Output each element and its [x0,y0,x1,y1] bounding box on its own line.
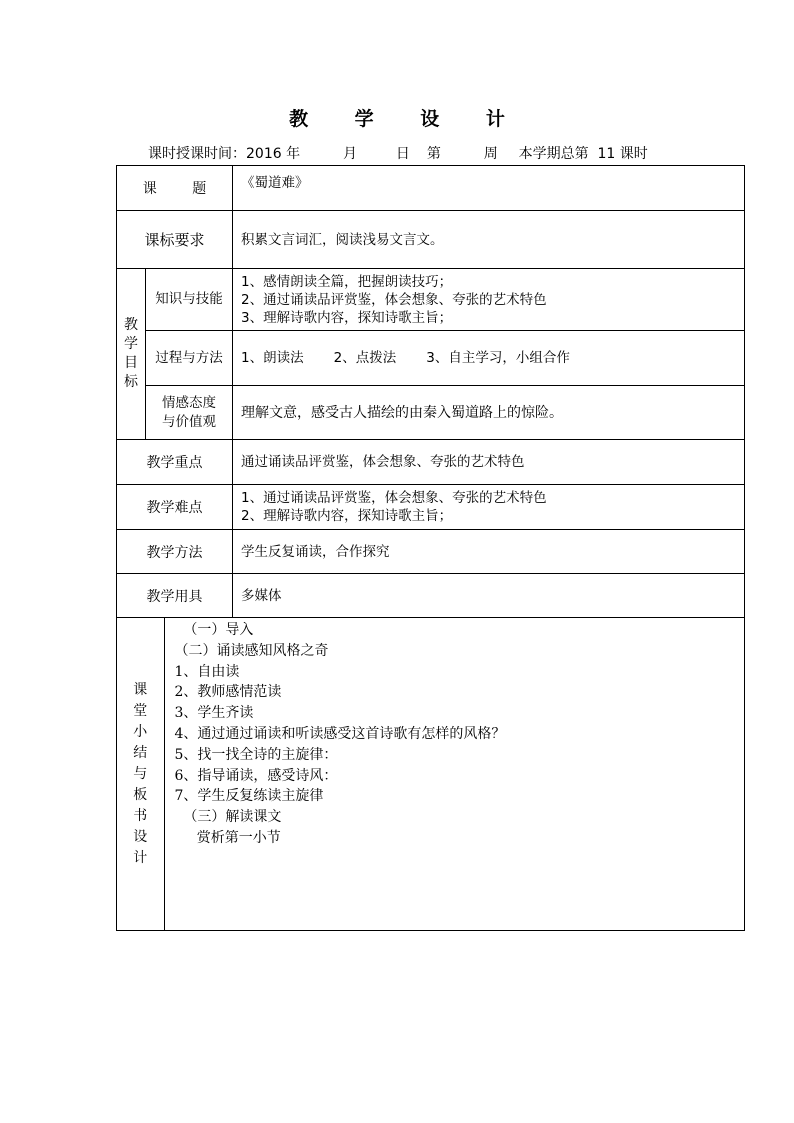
goals-char: 目 [124,355,138,371]
board-line: 5、找一找全诗的主旋律： [174,746,338,763]
difficulty-line: 2、理解诗歌内容，探知诗歌主旨； [241,508,453,524]
standard-label: 课标要求 [117,211,233,269]
row-process [117,331,745,386]
key-point-label: 教学重点 [117,440,233,485]
emotion-label [146,386,233,440]
row-method [117,530,745,574]
board-char: 书 [133,807,148,824]
row-standard [117,211,745,269]
board-inner [117,618,744,930]
board-char: 设 [133,828,148,845]
board-char: 小 [133,723,148,740]
meta-week-prefix: 第 [426,146,441,162]
board-char: 结 [133,744,148,761]
goals-char: 学 [124,336,138,352]
emotion-label-line: 情感态度 [162,394,216,411]
board-line: （三）解读课文 [174,809,282,826]
board-line: 3、学生齐读 [174,705,254,722]
doc-title: 教 学 设 计 [289,108,525,130]
row-board [117,618,745,931]
meta-total: 本学期总第 11 课时 [518,146,648,162]
knowledge-line: 3、理解诗歌内容，探知诗歌主旨； [241,309,453,326]
emotion-label-line: 与价值观 [162,413,216,430]
board-line: 7、学生反复练读主旋律 [174,788,324,805]
row-topic [117,166,745,211]
board-line: （二）诵读感知风格之奇 [174,642,329,659]
method-label: 教学方法 [117,530,233,574]
board-line: （一）导入 [174,622,254,638]
board-line: 6、指导诵读，感受诗风： [174,767,338,784]
row-difficulty [117,485,745,530]
meta-week: 周 [483,146,498,162]
tools-value: 多媒体 [233,574,745,618]
difficulty-label: 教学难点 [117,485,233,530]
knowledge-label: 知识与技能 [146,269,233,331]
emotion-value: 理解文意，感受古人描绘的由秦入蜀道路上的惊险。 [233,386,745,440]
board-line: 2、教师感情范读 [174,684,282,701]
board-char: 板 [133,786,148,803]
row-key-point [117,440,745,485]
lesson-time-line [148,143,768,163]
topic-label: 课 题 [117,166,233,211]
board-line: 4、通过通过诵读和听读感受这首诗歌有怎样的风格？ [174,725,506,742]
board-char: 计 [133,849,148,866]
knowledge-line: 1、感情朗读全篇，把握朗读技巧； [241,273,453,290]
board-content [164,618,744,930]
difficulty-value [233,485,745,530]
key-point-value: 通过诵读品评赏鉴，体会想象、夸张的艺术特色 [233,440,745,485]
board-char: 堂 [133,702,148,719]
difficulty-line: 1、通过诵读品评赏鉴，体会想象、夸张的艺术特色 [241,490,547,506]
topic-value: 《蜀道难》 [233,166,745,211]
board-label [117,618,164,930]
row-tools [117,574,745,618]
tools-label: 教学用具 [117,574,233,618]
lesson-plan-table [116,165,745,931]
goals-char: 教 [124,317,138,333]
board-char: 与 [133,765,148,782]
standard-value: 积累文言词汇，阅读浅易文言文。 [233,211,745,269]
process-value: 1、朗读法 2、点拨法 3、自主学习，小组合作 [233,331,745,386]
board-line: 赏析第一小节 [174,829,281,846]
goals-char: 标 [124,374,138,390]
board-char: 课 [133,681,148,698]
goals-label [117,269,146,440]
method-value: 学生反复诵读，合作探究 [233,530,745,574]
row-emotion [117,386,745,440]
process-label: 过程与方法 [146,331,233,386]
board-line: 1、自由读 [174,663,240,680]
row-knowledge [117,269,745,331]
knowledge-value [233,269,745,331]
knowledge-line: 2、通过诵读品评赏鉴，体会想象、夸张的艺术特色 [241,291,547,308]
meta-month: 月 [343,146,357,162]
meta-label: 课时授课时间：2016 年 [148,146,301,162]
meta-day: 日 [395,146,410,162]
